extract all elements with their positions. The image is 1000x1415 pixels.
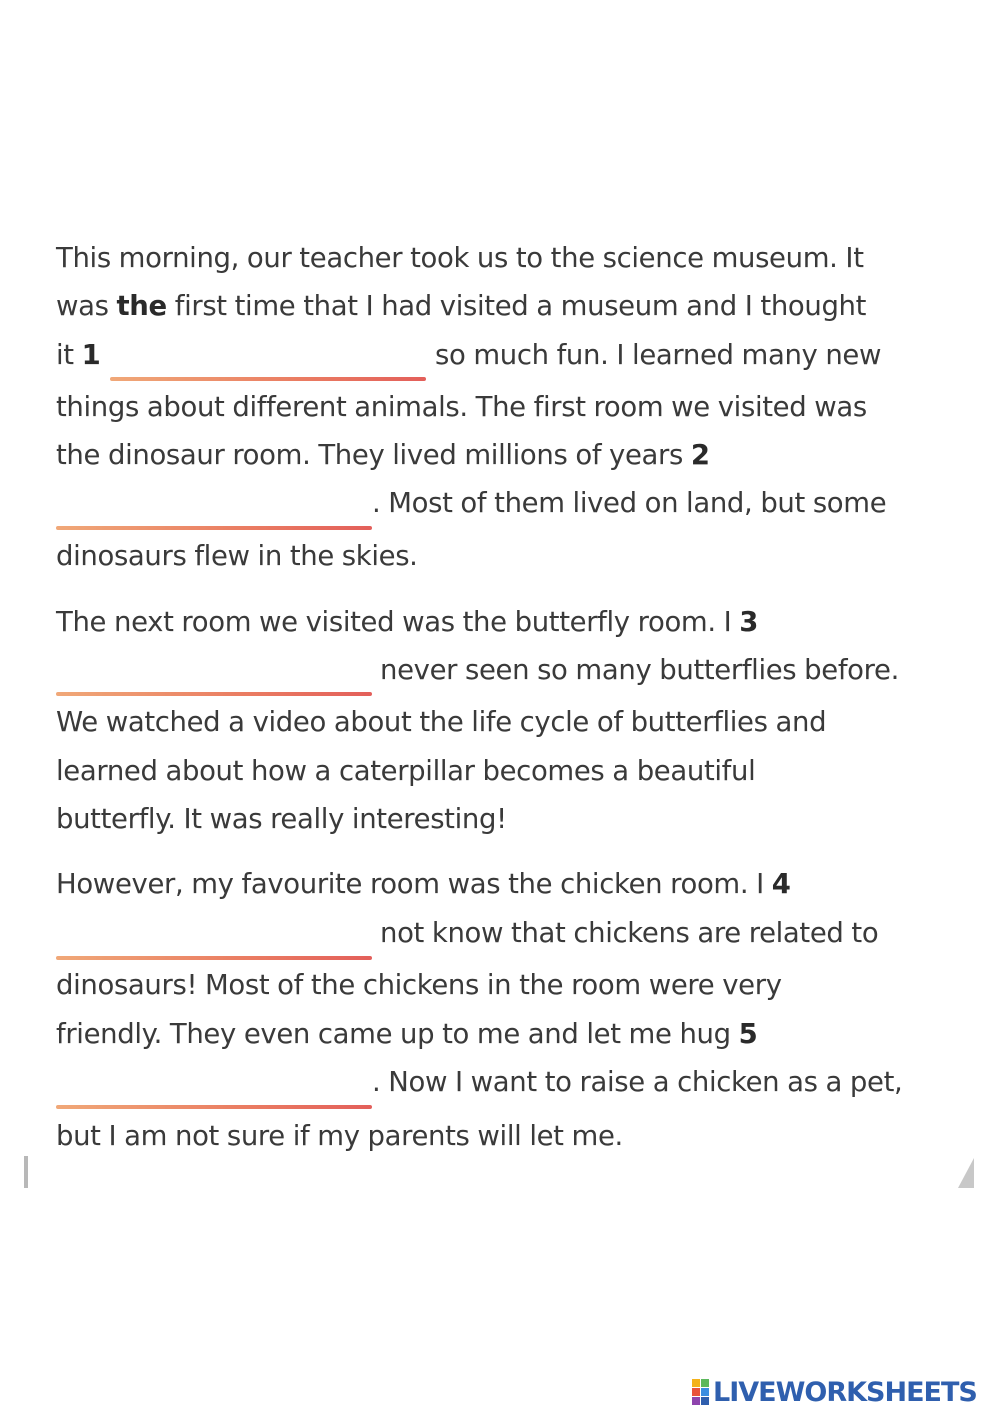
answer-blank-5[interactable] [56, 1105, 372, 1109]
answer-blank-3[interactable] [56, 692, 372, 696]
liveworksheets-logo [692, 1372, 977, 1412]
text-line [435, 337, 881, 373]
liveworksheets-logo-icon [692, 1379, 709, 1405]
logo-tile [701, 1379, 709, 1387]
text-line [56, 967, 782, 1003]
line-text: However, my favourite room was the chicken room. I [56, 868, 772, 900]
text-line [56, 704, 826, 740]
line-text: but I am not sure if my parents will let me. [56, 1120, 623, 1152]
text-line [56, 1016, 757, 1052]
text-line [380, 915, 878, 951]
line-text: first time that I had visited a museum and I thought [166, 290, 867, 322]
logo-tile [692, 1379, 700, 1387]
line-text: it [56, 339, 82, 371]
line-text: so much fun. I learned many new [435, 339, 882, 371]
answer-blank-1[interactable] [110, 377, 426, 381]
blank-number: 3 [739, 606, 759, 638]
line-text: . Now I want to raise a chicken as a pet, [372, 1066, 903, 1098]
logo-tile [692, 1388, 700, 1396]
line-text: never seen so many butterflies before. [380, 654, 899, 686]
text-line [56, 604, 758, 640]
line-text: was [56, 290, 117, 322]
line-text: We watched a video about the life cycle of butterflies and [56, 706, 827, 738]
line-text: learned about how a caterpillar becomes a beautiful [56, 755, 756, 787]
text-line [56, 801, 507, 837]
text-line [56, 866, 791, 902]
page-corner-fold [958, 1158, 974, 1188]
line-text: This morning, our teacher took us to the science museum. It [56, 242, 864, 274]
line-text: dinosaurs flew in the skies. [56, 540, 418, 572]
line-text: the dinosaur room. They lived millions of years [56, 439, 691, 471]
line-text: friendly. They even came up to me and let me hug [56, 1018, 739, 1050]
text-line [372, 1064, 902, 1100]
text-line [380, 652, 899, 688]
logo-tile [692, 1397, 700, 1405]
text-line [56, 538, 418, 574]
text-line [372, 485, 886, 521]
blank-number: 1 [81, 339, 101, 371]
text-line [56, 240, 864, 276]
line-text: things about different animals. The first room we visited was [56, 391, 867, 423]
blank-number: 4 [771, 868, 791, 900]
brand-name: LIVEWORKSHEETS [713, 1376, 977, 1408]
text-line [56, 337, 100, 373]
text-line [56, 288, 866, 324]
text-line [56, 1118, 623, 1154]
text-line [56, 753, 755, 789]
text-line [56, 437, 710, 473]
line-text: . Most of them lived on land, but some [372, 487, 887, 519]
scan-edge-mark [24, 1156, 28, 1188]
answer-blank-4[interactable] [56, 956, 372, 960]
logo-tile [701, 1397, 709, 1405]
line-text: The next room we visited was the butterfly room. I [56, 606, 740, 638]
line-text: butterfly. It was really interesting! [56, 803, 507, 835]
line-text: not know that chickens are related to [380, 917, 879, 949]
example-answer: the [116, 290, 167, 322]
text-line [56, 389, 867, 425]
logo-tile [701, 1388, 709, 1396]
line-text: dinosaurs! Most of the chickens in the room were very [56, 969, 782, 1001]
blank-number: 2 [690, 439, 710, 471]
blank-number: 5 [738, 1018, 758, 1050]
answer-blank-2[interactable] [56, 526, 372, 530]
